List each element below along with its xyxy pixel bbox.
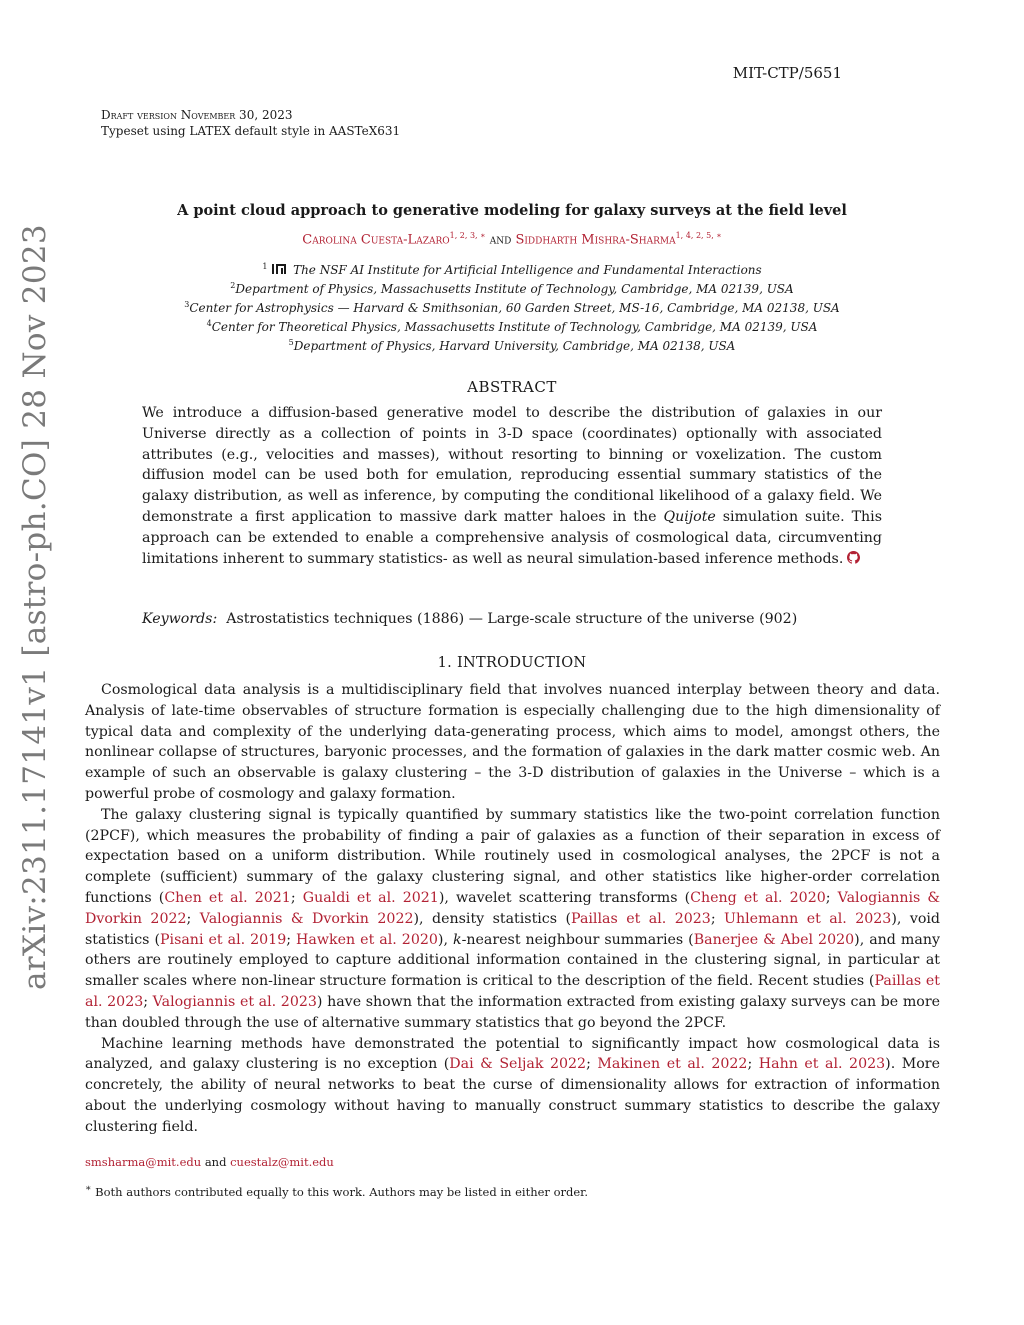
citation-link[interactable]: Banerjee & Abel 2020: [693, 931, 855, 948]
email-link-smsharma[interactable]: smsharma@mit.edu: [85, 1155, 202, 1169]
email-link-cuestalz[interactable]: cuestalz@mit.edu: [230, 1155, 334, 1169]
text-run: ), wavelet scattering transforms (: [438, 889, 691, 906]
intro-body: [85, 680, 940, 1138]
text-run: ;: [747, 1056, 759, 1073]
emails-and: and: [204, 1155, 227, 1169]
citation-link[interactable]: Hahn et al. 2023: [758, 1056, 886, 1073]
text-run: ), and many others are routinely employed to capture additional information contained in the clustering signal, in particular at smaller scales where non-linear structure formation is critical to the description of the field. Recent studies (: [85, 931, 940, 990]
footnote-text: Both authors contributed equally to this work. Authors may be listed in either order.: [95, 1184, 589, 1199]
affiliation-3-text: Center for Astrophysics — Harvard & Smithsonian, 60 Garden Street, MS-16, Cambridge, MA 02138, USA: [189, 301, 840, 315]
authors-and: and: [489, 232, 512, 248]
text-run: ;: [825, 889, 838, 906]
keywords-line: [142, 611, 797, 627]
text-run: ;: [586, 1056, 598, 1073]
citation-link[interactable]: Dai & Seljak 2022: [449, 1056, 587, 1073]
iaifi-logo-icon: [271, 263, 289, 275]
equal-contribution-footnote: [85, 1183, 588, 1199]
author-2-affil-marks: 1, 4, 2, 5, ∗: [675, 231, 722, 240]
citation-link[interactable]: Pisani et al. 2019: [159, 931, 287, 948]
keywords-label: Keywords:: [142, 611, 218, 627]
abstract-text-1: We introduce a diffusion-based generative model to describe the distribution of galaxies in our Universe directly as a collection of points in 3-D space (coordinates) optionally with associated attributes (e.g., velocities and masses), without resorting to binning or voxelization. The custom diffusion model can be used both for emulation, reproducing essential summary statistics of the galaxy distribution, as well as inference, by computing the conditional likelihood of a galaxy field. We demonstrate a first application to massive dark matter haloes in the: [142, 405, 882, 525]
citation-link[interactable]: Uhlemann et al. 2023: [724, 910, 892, 927]
text-run: ),: [437, 931, 453, 948]
affiliation-1-text: The NSF AI Institute for Artificial Intelligence and Fundamental Interactions: [293, 263, 762, 277]
affiliation-1: [0, 262, 1024, 277]
footnote-rule: [85, 1146, 345, 1147]
affiliation-5-num: 5: [288, 338, 294, 347]
affiliation-5-text: Department of Physics, Harvard University, Cambridge, MA 02138, USA: [293, 339, 736, 353]
text-run: ), void statistics (: [85, 910, 940, 948]
section-heading-introduction: 1. INTRODUCTION: [437, 655, 587, 671]
text-run: ), density statistics (: [413, 910, 572, 927]
affiliation-4: [0, 319, 1024, 334]
affiliation-3-num: 3: [184, 300, 190, 309]
affiliation-2-text: Department of Physics, Massachusetts Institute of Technology, Cambridge, MA 02139, USA: [235, 282, 794, 296]
abstract-heading: ABSTRACT: [467, 378, 557, 396]
affiliation-4-num: 4: [206, 319, 212, 328]
abstract-body: [142, 403, 882, 569]
text-run: ) have shown that the information extracted from existing galaxy surveys can be more than doubled through the use of alternative summary statistics that go beyond the 2PCF.: [85, 993, 941, 1031]
text-run: ;: [143, 993, 153, 1010]
citation-link[interactable]: Valogiannis & Dvorkin 2022: [199, 910, 414, 927]
author-list: [0, 231, 1024, 247]
github-icon[interactable]: [847, 551, 860, 564]
intro-paragraph-1: Cosmological data analysis is a multidisciplinary field that involves nuanced interplay between theory and data. Analysis of late-time observables of structure formation is especially challenging due to the high dimensionality of typical data and complexity of the underlying data-generating process, which aims to model, amongst others, the nonlinear collapse of structures, baryonic processes, and the formation of galaxies in the dark matter cosmic web. An example of such an observable is galaxy clustering – the 3-D distribution of galaxies in the Universe – which is a powerful probe of cosmology and galaxy formation.: [85, 682, 940, 802]
author-cuesta-lazaro[interactable]: Carolina Cuesta-Lazaro: [302, 232, 450, 248]
citation-link[interactable]: Valogiannis & Dvorkin 2022: [85, 889, 941, 927]
citation-link[interactable]: Cheng et al. 2020: [690, 889, 826, 906]
citation-link[interactable]: Hawken et al. 2020: [296, 931, 438, 948]
affiliation-2: [0, 281, 1024, 296]
text-run: ;: [710, 910, 725, 927]
intro-paragraph-3: [85, 1034, 940, 1138]
citation-link[interactable]: Valogiannis et al. 2023: [152, 993, 317, 1010]
affiliation-2-num: 2: [230, 281, 236, 290]
author-mishra-sharma[interactable]: Siddharth Mishra-Sharma: [515, 232, 676, 248]
author-1-affil-marks: 1, 2, 3, ∗: [449, 231, 486, 240]
affiliation-5: [0, 338, 1024, 353]
typeset-line: Typeset using LATEX default style in AASTeX631: [101, 124, 401, 138]
affiliation-1-num: 1: [262, 262, 268, 271]
author-emails: [85, 1155, 334, 1169]
affiliation-3: [0, 300, 1024, 315]
paper-title: A point cloud approach to generative modeling for galaxy surveys at the field level: [177, 202, 847, 219]
text-run: ;: [290, 889, 303, 906]
text-run: Machine learning methods have demonstrated the potential to significantly impact how cosmological data is analyzed, and galaxy clustering is no exception (: [85, 1035, 940, 1073]
citation-link[interactable]: Chen et al. 2021: [164, 889, 291, 906]
footnote-star: ∗: [85, 1183, 92, 1194]
text-run: The galaxy clustering signal is typically quantified by summary statistics like the two-point correlation function (2PCF), which measures the probability of finding a pair of galaxies as a function of their separation in excess of expectation based on a uniform distribution. While routinely used in cosmological analyses, the 2PCF is not a complete (sufficient) summary of the galaxy clustering signal, and other statistics like higher-order correlation functions (: [85, 806, 940, 906]
citation-link[interactable]: Gualdi et al. 2021: [302, 889, 439, 906]
text-run: -nearest neighbour summaries (: [461, 931, 694, 948]
keywords-text: Astrostatistics techniques (1886) — Large-scale structure of the universe (902): [226, 611, 798, 627]
intro-paragraph-2: [85, 805, 940, 1034]
draft-version-line: Draft version November 30, 2023: [101, 108, 293, 122]
text-run: ;: [186, 910, 200, 927]
abstract-text-2: simulation suite. This approach can be extended to enable a comprehensive analysis of cosmological data, circumventing limitations inherent to summary statistics- as well as neural simulation-based inference methods.: [142, 508, 882, 567]
abstract-quijote: Quijote: [663, 508, 716, 525]
report-number: MIT-CTP/5651: [732, 64, 842, 82]
italic-text: k: [452, 931, 462, 948]
citation-link[interactable]: Paillas et al. 2023: [85, 973, 941, 1010]
text-run: ). More concretely, the ability of neural networks to beat the curse of dimensionality allows for extraction of information about the underlying cosmology without having to manually construct summary statistics to describe the galaxy clustering field.: [85, 1056, 940, 1135]
text-run: ;: [286, 931, 297, 948]
citation-link[interactable]: Paillas et al. 2023: [571, 910, 711, 927]
arxiv-side-stamp: arXiv:2311.17141v1 [astro-ph.CO] 28 Nov 2023: [17, 224, 53, 990]
citation-link[interactable]: Makinen et al. 2022: [597, 1056, 748, 1073]
affiliation-4-text: Center for Theoretical Physics, Massachusetts Institute of Technology, Cambridge, MA 02139, USA: [211, 320, 818, 334]
